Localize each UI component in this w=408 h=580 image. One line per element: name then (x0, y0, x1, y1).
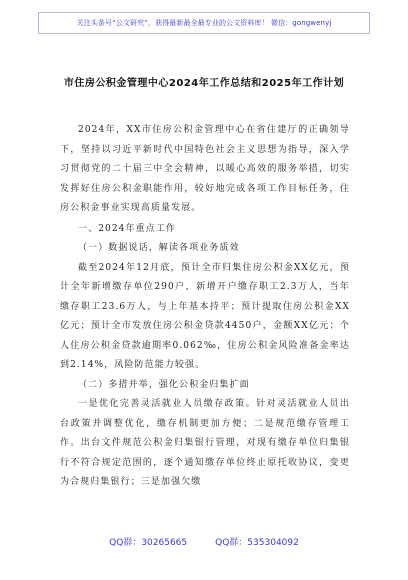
subsection-heading-2: （二）多措并举，强化公积金归集扩面 (78, 379, 250, 390)
subsection-heading-1: （一）数据说话，解读各项业务质效 (78, 243, 240, 253)
footer (0, 535, 408, 548)
footer-qq-2: QQ群：535304092 (215, 538, 299, 548)
collection-paragraph: 一是优化完善灵活就业人员缴存政策。针对灵活就业人员出台政策并调整优化，缴存机制更加方便；二是规范缴存管理工作。出台文件规范公积金归集银行管理，对现有缴存单位归集银行不符合规定范围的，逐个通知缴存单位终止原托收协议，变更为合规归集银行；三是加强欠缴 (60, 399, 350, 487)
footer-qq-1: QQ群：30265665 (109, 538, 188, 548)
banner-text: 关注头条号“公文研究”，获得最新最全最专业的公文资料库！ 微信：gongwenyj (76, 19, 332, 27)
section-heading-1: 一、2024年重点工作 (78, 223, 177, 234)
intro-paragraph: 2024年，XX市住房公积金管理中心在省住建厅的正确领导下，坚持以习近平新时代中国特色社会主义思想为指导，深入学习贯彻党的二十届三中全会精神，以暖心高效的服务举措，切实发挥好住房公积金职能作用，较好地完成各项工作目标任务，住房公积金事业实现高质量发展。 (60, 125, 350, 213)
promo-banner (38, 12, 370, 34)
document-body (60, 121, 350, 493)
data-paragraph: 截至2024年12月底，预计全市归集住房公积金XX亿元，预计全年新增缴存单位290户，新增开户缴存职工2.3万人，当年缴存职工23.6万人，与上年基本持平；预计提取住房公积金XX亿元；预计全市发放住房公积金贷款4450户，金额XX亿元；个人住房公积金贷款逾期率0.062‰，住房公积金风险准备金率达到2.14%，风险防范能力较强。 (60, 262, 350, 370)
document-title: 市住房公积金管理中心2024年工作总结和2025年工作计划 (63, 78, 345, 89)
